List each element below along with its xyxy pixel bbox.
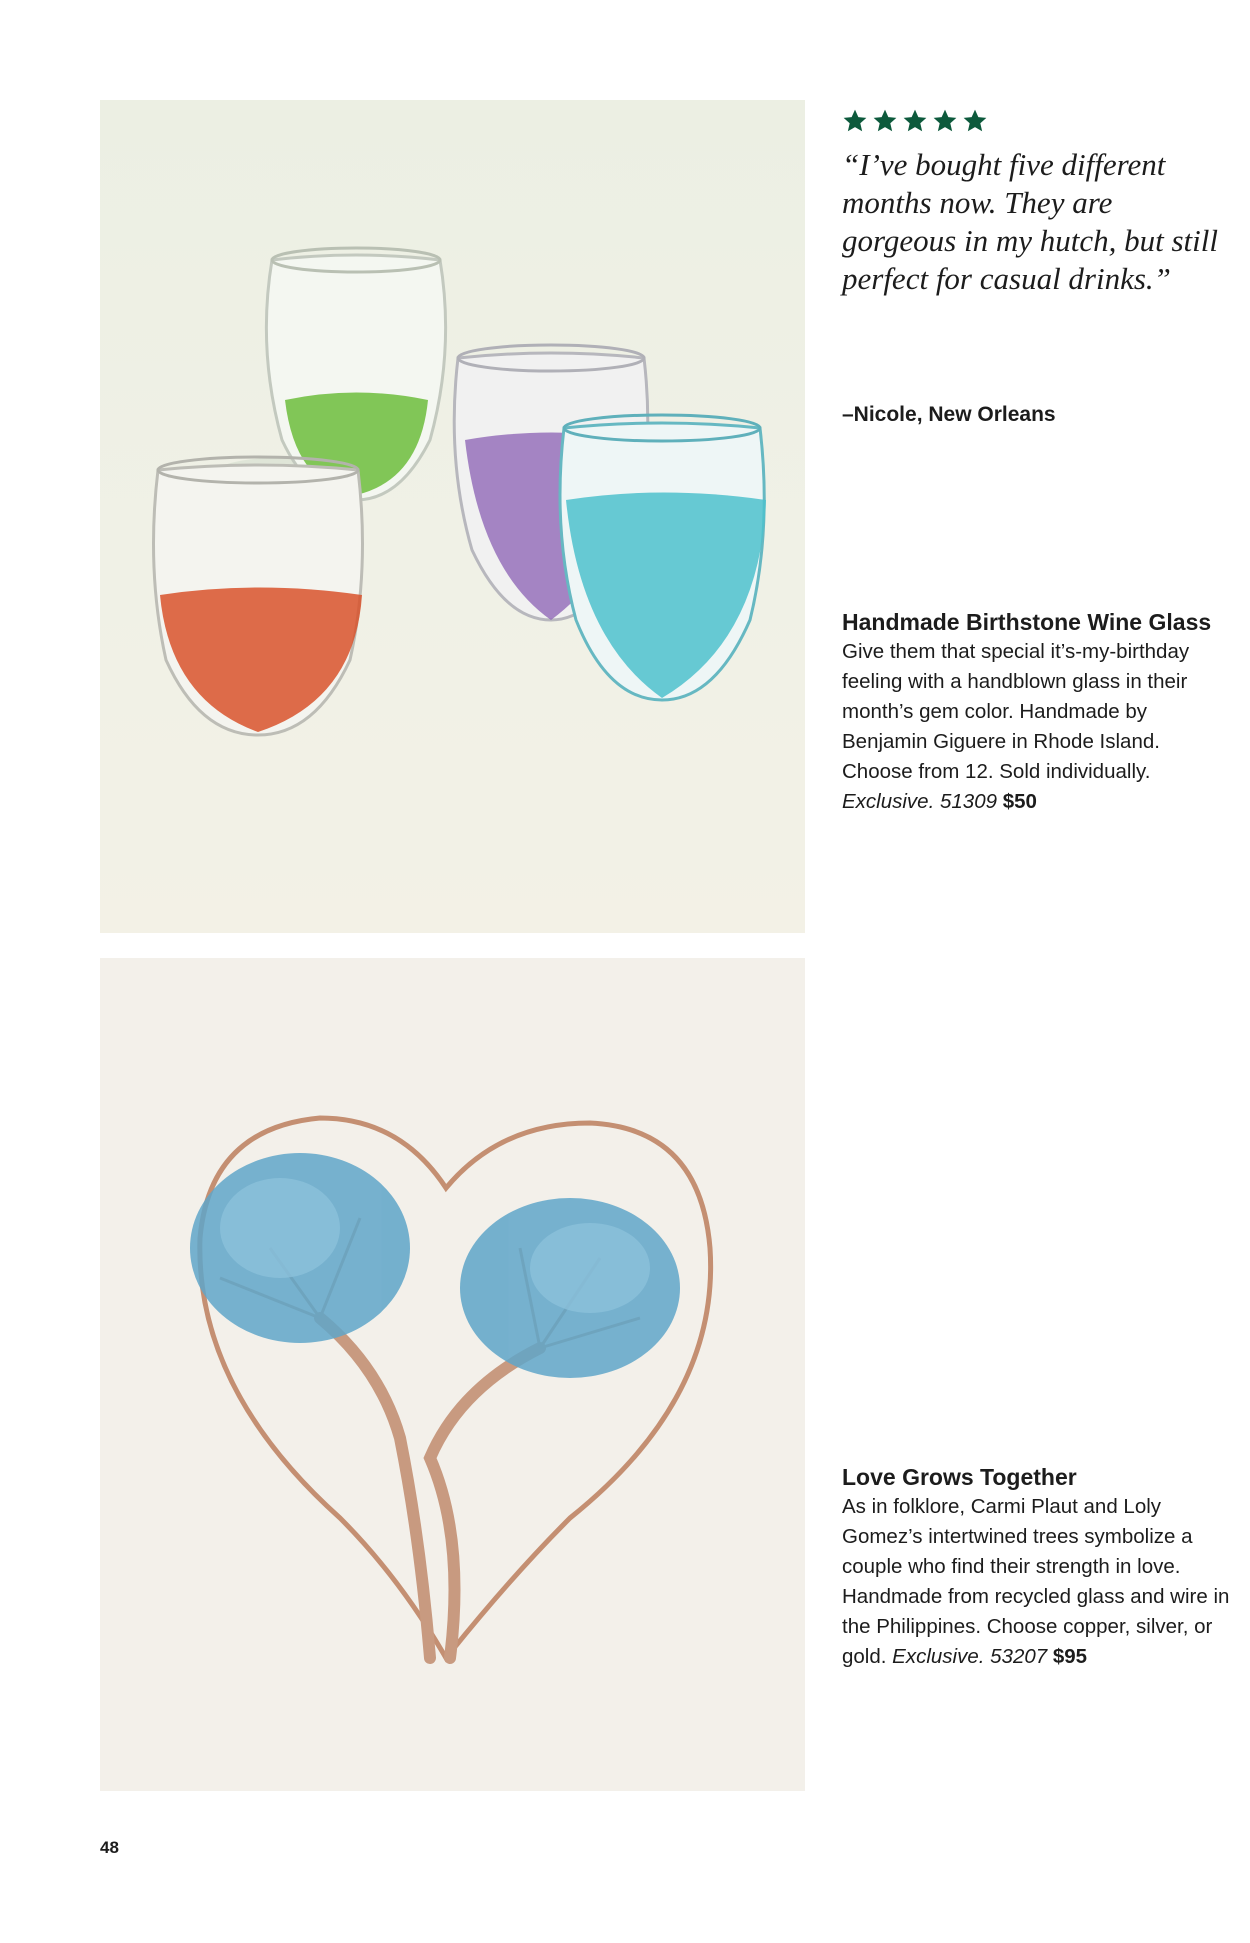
product-title: Handmade Birthstone Wine Glass: [842, 609, 1212, 635]
heart-tree-photo: [100, 958, 805, 1791]
wine-glasses-photo: [100, 100, 805, 933]
item-number: 53207: [990, 1645, 1048, 1668]
star-icon: [962, 108, 988, 134]
star-icon: [842, 108, 868, 134]
product-birthstone-wine-glass: [842, 607, 1232, 817]
star-icon: [932, 108, 958, 134]
star-icon: [902, 108, 928, 134]
price: $50: [1002, 790, 1037, 813]
description-text: As in folklore, Carmi Plaut and Loly Gomez’s intertwined trees symbolize a couple who find their strength in love. Handmade from recycled glass and wire in the Philippines. Choose copper, silver, or gold.: [842, 1495, 1230, 1668]
star-icon: [872, 108, 898, 134]
item-number: 51309: [939, 790, 997, 813]
product-description: [842, 1492, 1232, 1672]
exclusive-label: Exclusive.: [842, 790, 935, 813]
exclusive-label: Exclusive.: [892, 1645, 985, 1668]
rating-stars: [842, 108, 1232, 134]
description-text: Give them that special it’s-my-birthday feeling with a handblown glass in their month’s gem color. Handmade by Benjamin Giguere in Rhode Island. Choose from 12. Sold individually.: [842, 640, 1190, 783]
product-title: Love Grows Together: [842, 1464, 1077, 1490]
price: $95: [1052, 1645, 1088, 1668]
page-number: 48: [100, 1838, 119, 1857]
product-love-grows-together: [842, 1462, 1232, 1672]
review-quote: “I’ve bought five different months now. They are gorgeous in my hutch, but still perfect for casual drinks.”: [842, 147, 1218, 296]
product-description: [842, 637, 1232, 817]
review-attribution: –Nicole, New Orleans: [842, 403, 1056, 426]
